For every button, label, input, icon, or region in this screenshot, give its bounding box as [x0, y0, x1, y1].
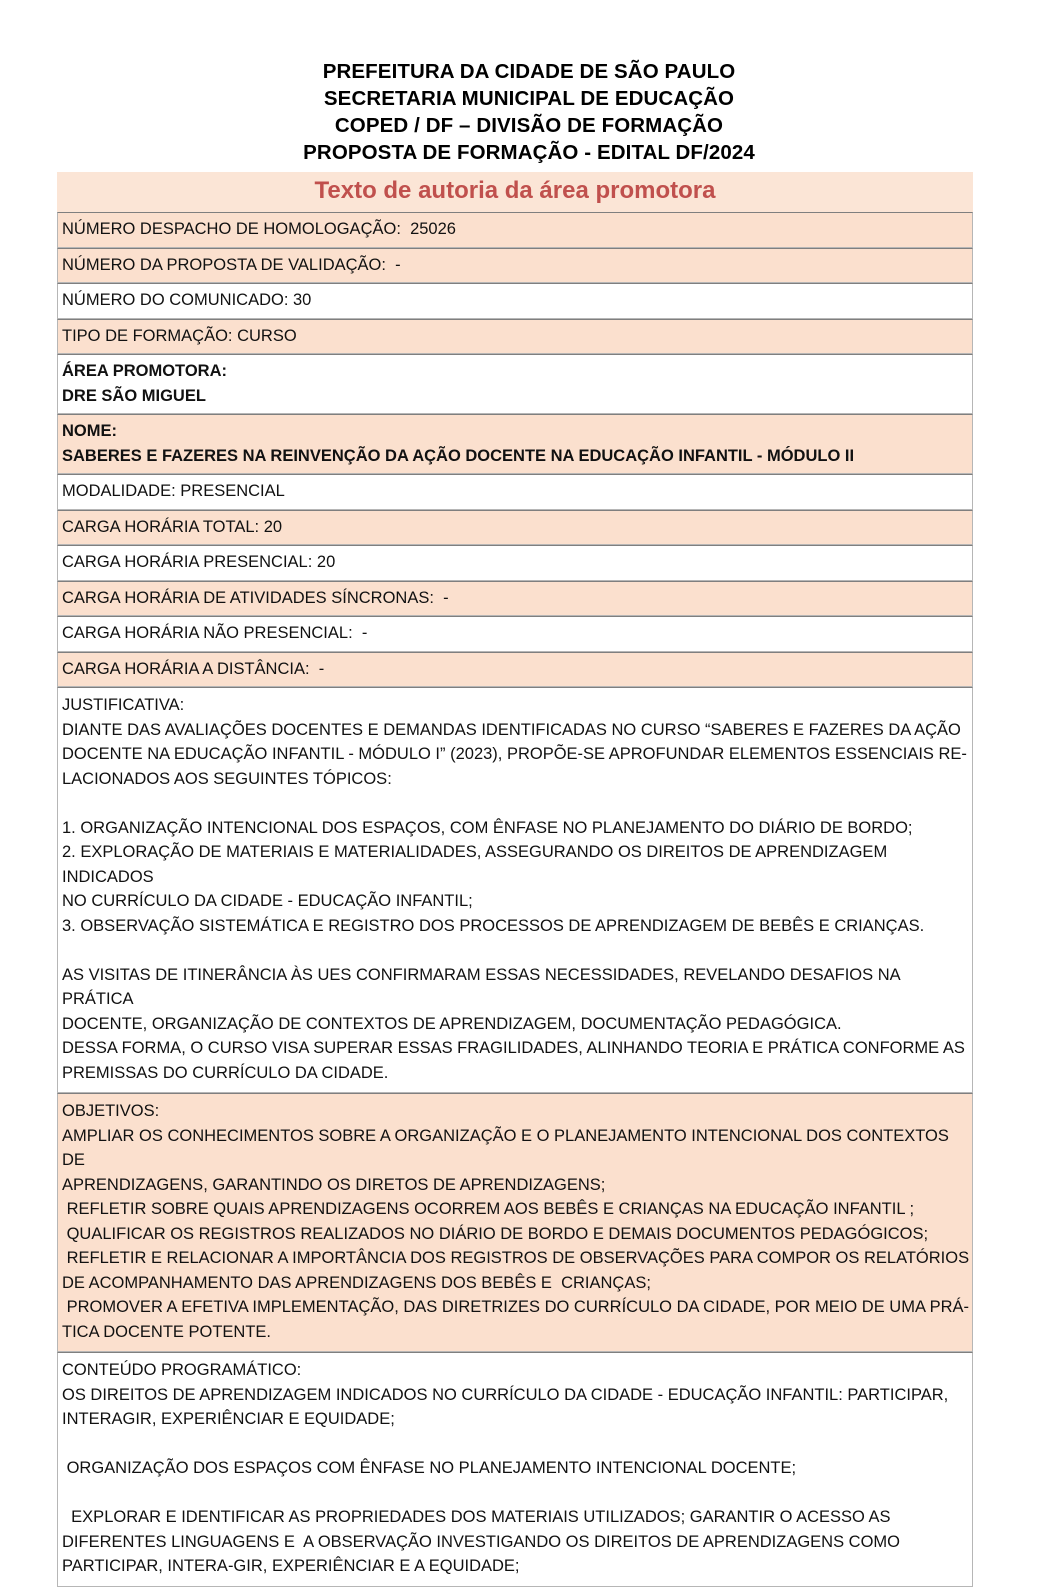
row-line: PARTICIPAR, INTERA-GIR, EXPERIÊNCIAR E A EQUIDADE;	[62, 1557, 520, 1575]
row-line: DRE SÃO MIGUEL	[62, 386, 206, 405]
proposta-table	[57, 212, 973, 1587]
banner-texto-autoria	[57, 172, 973, 212]
row-line: DOCENTE, ORGANIZAÇÃO DE CONTEXTOS DE APRENDIZAGEM, DOCUMENTAÇÃO PEDAGÓGICA.	[62, 1014, 842, 1033]
table-row-tipo-de-formacao	[57, 319, 973, 355]
table-row-carga-horaria-nao-presencial	[57, 616, 973, 652]
row-line: TIPO DE FORMAÇÃO: CURSO	[62, 326, 297, 345]
row-line: PREMISSAS DO CURRÍCULO DA CIDADE.	[62, 1063, 389, 1082]
table-row-objetivos	[57, 1093, 973, 1352]
row-line: 3. OBSERVAÇÃO SISTEMÁTICA E REGISTRO DOS PROCESSOS DE APRENDIZAGEM DE BEBÊS E CRIANÇAS.	[62, 916, 925, 935]
row-line: INTERAGIR, EXPERIÊNCIAR E EQUIDADE;	[62, 1410, 395, 1428]
table-row-carga-horaria-atividades-sincronas	[57, 581, 973, 617]
row-line: CARGA HORÁRIA A DISTÂNCIA: -	[62, 659, 325, 678]
row-line: NÚMERO DESPACHO DE HOMOLOGAÇÃO: 25026	[62, 220, 456, 238]
row-line	[62, 791, 972, 816]
row-line: CARGA HORÁRIA NÃO PRESENCIAL: -	[62, 624, 368, 642]
row-line: DE ACOMPANHAMENTO DAS APRENDIZAGENS DOS BEBÊS E CRIANÇAS;	[62, 1273, 651, 1292]
row-line: SABERES E FAZERES NA REINVENÇÃO DA AÇÃO DOCENTE NA EDUCAÇÃO INFANTIL - MÓDULO II	[62, 446, 855, 465]
row-line: NÚMERO DA PROPOSTA DE VALIDAÇÃO: -	[62, 255, 401, 274]
table-row-conteudo-programatico	[57, 1352, 973, 1587]
row-line: NOME:	[62, 422, 117, 440]
table-row-nome-da-formacao	[57, 414, 973, 474]
row-line: 1. ORGANIZAÇÃO INTENCIONAL DOS ESPAÇOS, COM ÊNFASE NO PLANEJAMENTO DO DIÁRIO DE BORDO;	[62, 818, 913, 837]
row-line: JUSTIFICATIVA:	[62, 696, 185, 714]
table-row-modalidade	[57, 474, 973, 510]
table-row-carga-horaria-a-distancia	[57, 652, 973, 688]
table-row-area-promotora	[57, 354, 973, 414]
row-line: MODALIDADE: PRESENCIAL	[62, 482, 285, 500]
table-row-carga-horaria-presencial	[57, 545, 973, 581]
row-line	[62, 938, 972, 963]
row-line: DESSA FORMA, O CURSO VISA SUPERAR ESSAS FRAGILIDADES, ALINHANDO TEORIA E PRÁTICA CONFORME AS	[62, 1039, 965, 1057]
row-line: DOCENTE NA EDUCAÇÃO INFANTIL - MÓDULO I” (2023), PROPÕE-SE APROFUNDAR ELEMENTOS ESSENCIAIS RE-	[62, 745, 967, 763]
row-line: CARGA HORÁRIA PRESENCIAL: 20	[62, 553, 336, 571]
row-line: LACIONADOS AOS SEGUINTES TÓPICOS:	[62, 769, 392, 788]
header-line-prefeitura: PREFEITURA DA CIDADE DE SÃO PAULO	[322, 60, 736, 83]
document-header	[0, 0, 1058, 166]
row-line: DIFERENTES LINGUAGENS E A OBSERVAÇÃO INVESTIGANDO OS DIREITOS DE APRENDIZAGENS COMO	[62, 1532, 901, 1551]
row-line	[62, 1481, 972, 1506]
row-line: NÚMERO DO COMUNICADO: 30	[62, 291, 312, 309]
banner-title: Texto de autoria da área promotora	[314, 177, 716, 204]
row-line: OS DIREITOS DE APRENDIZAGEM INDICADOS NO CURRÍCULO DA CIDADE - EDUCAÇÃO INFANTIL: PARTICIPAR,	[62, 1385, 949, 1404]
table-row-justificativa	[57, 687, 973, 1093]
table-row-carga-horaria-total	[57, 510, 973, 546]
row-line: CONTEÚDO PROGRAMÁTICO:	[62, 1361, 302, 1379]
row-line: TICA DOCENTE POTENTE.	[62, 1322, 272, 1341]
row-line: ÁREA PROMOTORA:	[62, 362, 227, 380]
table-row-numero-proposta-validacao	[57, 248, 973, 284]
row-line: 2. EXPLORAÇÃO DE MATERIAIS E MATERIALIDADES, ASSEGURANDO OS DIREITOS DE APRENDIZAGEM INDICADOS	[62, 843, 892, 886]
header-line-secretaria: SECRETARIA MUNICIPAL DE EDUCAÇÃO	[323, 87, 735, 110]
header-line-coped: COPED / DF – DIVISÃO DE FORMAÇÃO	[334, 114, 724, 137]
row-line: PROMOVER A EFETIVA IMPLEMENTAÇÃO, DAS DIRETRIZES DO CURRÍCULO DA CIDADE, POR MEIO DE UMA PRÁ-	[62, 1298, 970, 1316]
row-line: CARGA HORÁRIA TOTAL: 20	[62, 517, 283, 536]
table-row-numero-despacho-homologacao	[57, 212, 973, 248]
row-line: AS VISITAS DE ITINERÂNCIA ÀS UES CONFIRMARAM ESSAS NECESSIDADES, REVELANDO DESAFIOS NA PRÁTICA	[62, 965, 905, 1008]
row-line: QUALIFICAR OS REGISTROS REALIZADOS NO DIÁRIO DE BORDO E DEMAIS DOCUMENTOS PEDAGÓGICOS;	[62, 1224, 929, 1243]
row-line: APRENDIZAGENS, GARANTINDO OS DIRETOS DE APRENDIZAGENS;	[62, 1175, 606, 1194]
row-line	[62, 1432, 972, 1457]
row-line: EXPLORAR E IDENTIFICAR AS PROPRIEDADES DOS MATERIAIS UTILIZADOS; GARANTIR O ACESSO AS	[62, 1508, 891, 1526]
table-row-numero-comunicado	[57, 283, 973, 319]
row-line: REFLETIR SOBRE QUAIS APRENDIZAGENS OCORREM AOS BEBÊS E CRIANÇAS NA EDUCAÇÃO INFANTIL ;	[62, 1200, 915, 1218]
row-line: CARGA HORÁRIA DE ATIVIDADES SÍNCRONAS: -	[62, 588, 449, 607]
row-line: DIANTE DAS AVALIAÇÕES DOCENTES E DEMANDAS IDENTIFICADAS NO CURSO “SABERES E FAZERES DA AÇÃO	[62, 720, 961, 739]
header-line-proposta: PROPOSTA DE FORMAÇÃO - EDITAL DF/2024	[303, 141, 755, 164]
row-line: AMPLIAR OS CONHECIMENTOS SOBRE A ORGANIZAÇÃO E O PLANEJAMENTO INTENCIONAL DOS CONTEXTOS DE	[62, 1126, 954, 1169]
row-line: OBJETIVOS:	[62, 1102, 160, 1120]
row-line: ORGANIZAÇÃO DOS ESPAÇOS COM ÊNFASE NO PLANEJAMENTO INTENCIONAL DOCENTE;	[62, 1459, 797, 1477]
row-line: NO CURRÍCULO DA CIDADE - EDUCAÇÃO INFANTIL;	[62, 892, 473, 910]
row-line: REFLETIR E RELACIONAR A IMPORTÂNCIA DOS REGISTROS DE OBSERVAÇÕES PARA COMPOR OS RELATÓRIOS	[62, 1249, 970, 1267]
